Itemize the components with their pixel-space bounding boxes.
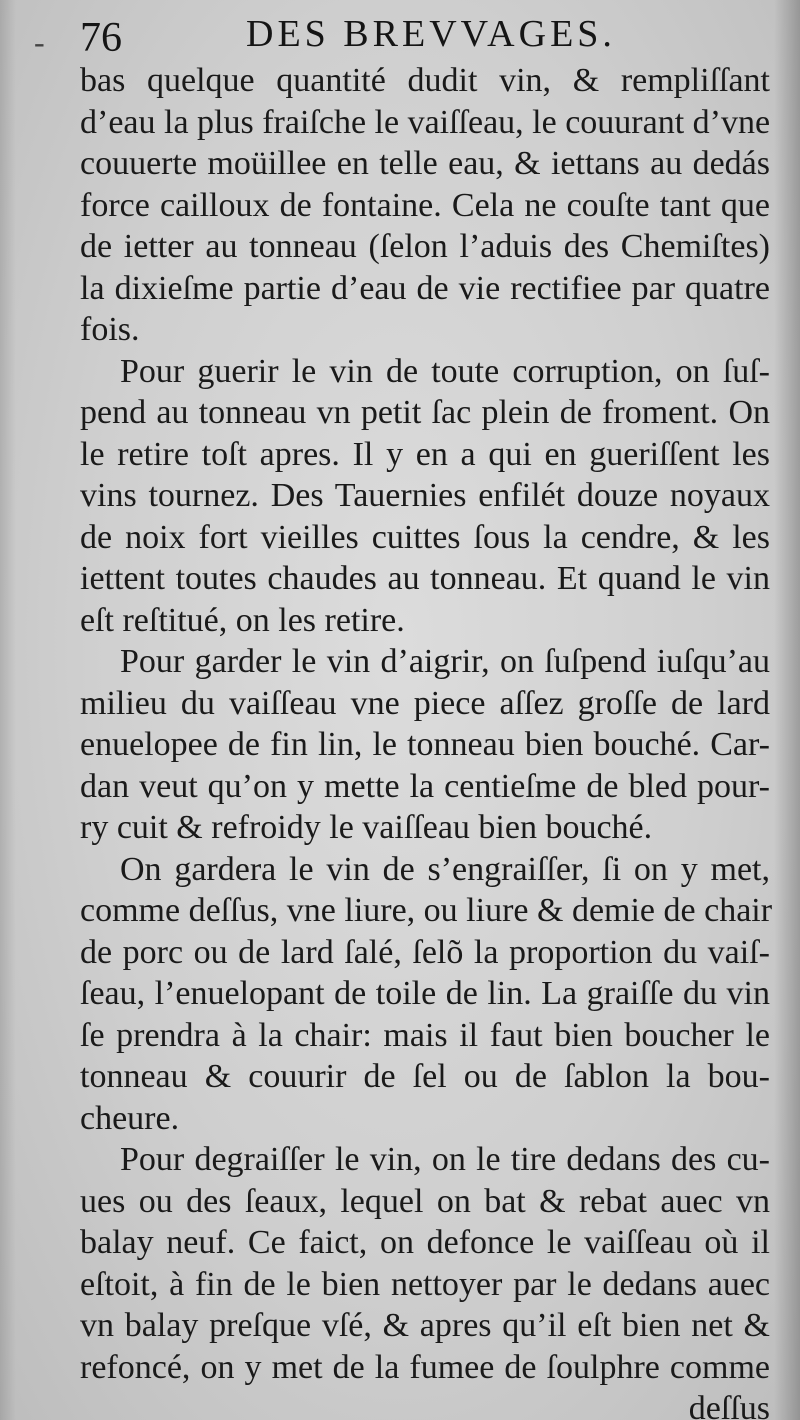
text-line: cheure. — [80, 1099, 180, 1137]
text-line: de ietter au tonneau (ſelon l’aduis des Chemiſtes) — [80, 228, 770, 265]
text-line: ry cuit & refroidy le vaiſſeau bien bouché. — [80, 809, 653, 846]
running-head: DES BREVVAGES. — [246, 13, 616, 55]
text-line: bas quelque quantité dudit vin, & rempliſſant — [80, 62, 770, 99]
text-line: le retire toſt apres. Il y en a qui en gueriſſent les — [80, 435, 770, 473]
text-line: eſt reſtitué, on les retire. — [80, 601, 405, 639]
text-line: ſe prendra à la chair: mais il faut bien boucher le — [80, 1016, 770, 1054]
text-line: balay neuf. Ce faict, on defonce le vaiſſeau où il — [80, 1224, 770, 1261]
paragraph-start: Pour garder le vin d’aigrir, on ſuſpend iuſqu’au — [120, 643, 770, 680]
gutter-shadow — [0, 0, 16, 1420]
text-line: dan veut qu’on y mette la centieſme de bled pour- — [80, 767, 770, 805]
text-line: enuelopee de fin lin, le tonneau bien bouché. Car- — [80, 726, 770, 763]
paragraph-start: Pour guerir le vin de toute corruption, on ſuſ- — [120, 352, 770, 390]
text-line: iettent toutes chaudes au tonneau. Et quand le vin — [80, 560, 770, 597]
text-line: eſtoit, à fin de le bien nettoyer par le dedans auec — [80, 1265, 770, 1303]
text-line: ues ou des ſeaux, lequel on bat & rebat auec vn — [80, 1182, 770, 1220]
text-line: de noix fort vieilles cuittes ſous la cendre, & les — [80, 518, 770, 556]
text-line: de porc ou de lard ſalé, ſelõ la proportion du vaiſ- — [80, 933, 770, 971]
paragraph-start: On gardera le vin de s’engraiſſer, ſi on y met, — [120, 850, 770, 888]
paragraph-start: Pour degraiſſer le vin, on le tire dedans des cu- — [120, 1141, 770, 1178]
body-text — [80, 60, 773, 1420]
text-line: d’eau la plus fraiſche le vaiſſeau, le couurant d’vne — [80, 103, 771, 141]
text-line: la dixieſme partie d’eau de vie rectifiee par quatre — [80, 269, 770, 307]
page-edge-shadow — [774, 0, 800, 1420]
text-line: tonneau & couurir de ſel ou de ſablon la bou- — [80, 1058, 770, 1095]
text-line: comme deſſus, vne liure, ou liure & demie de chair — [80, 892, 773, 929]
text-line: ſeau, l’enuelopant de toile de lin. La graiſſe du vin — [80, 975, 770, 1012]
text-line: refoncé, on y met de la fumee de ſoulphre comme — [80, 1348, 770, 1386]
text-line: vins tournez. Des Tauernies enfilét douze noyaux — [80, 477, 770, 514]
text-line: vn balay preſque vſé, & apres qu’il eſt bien net & — [80, 1307, 770, 1344]
catchword: deſſus — [688, 1390, 770, 1420]
text-line: force cailloux de fontaine. Cela ne couſte tant que — [80, 186, 770, 224]
margin-mark: - — [34, 24, 45, 60]
text-line: pend au tonneau vn petit ſac plein de froment. On — [80, 394, 770, 431]
text-line: couuerte moüillee en telle eau, & iettans au dedás — [80, 145, 770, 182]
text-line: fois. — [80, 311, 140, 348]
page-number: 76 — [80, 15, 122, 61]
text-line: milieu du vaiſſeau vne piece aſſez groſſe de lard — [80, 684, 770, 722]
